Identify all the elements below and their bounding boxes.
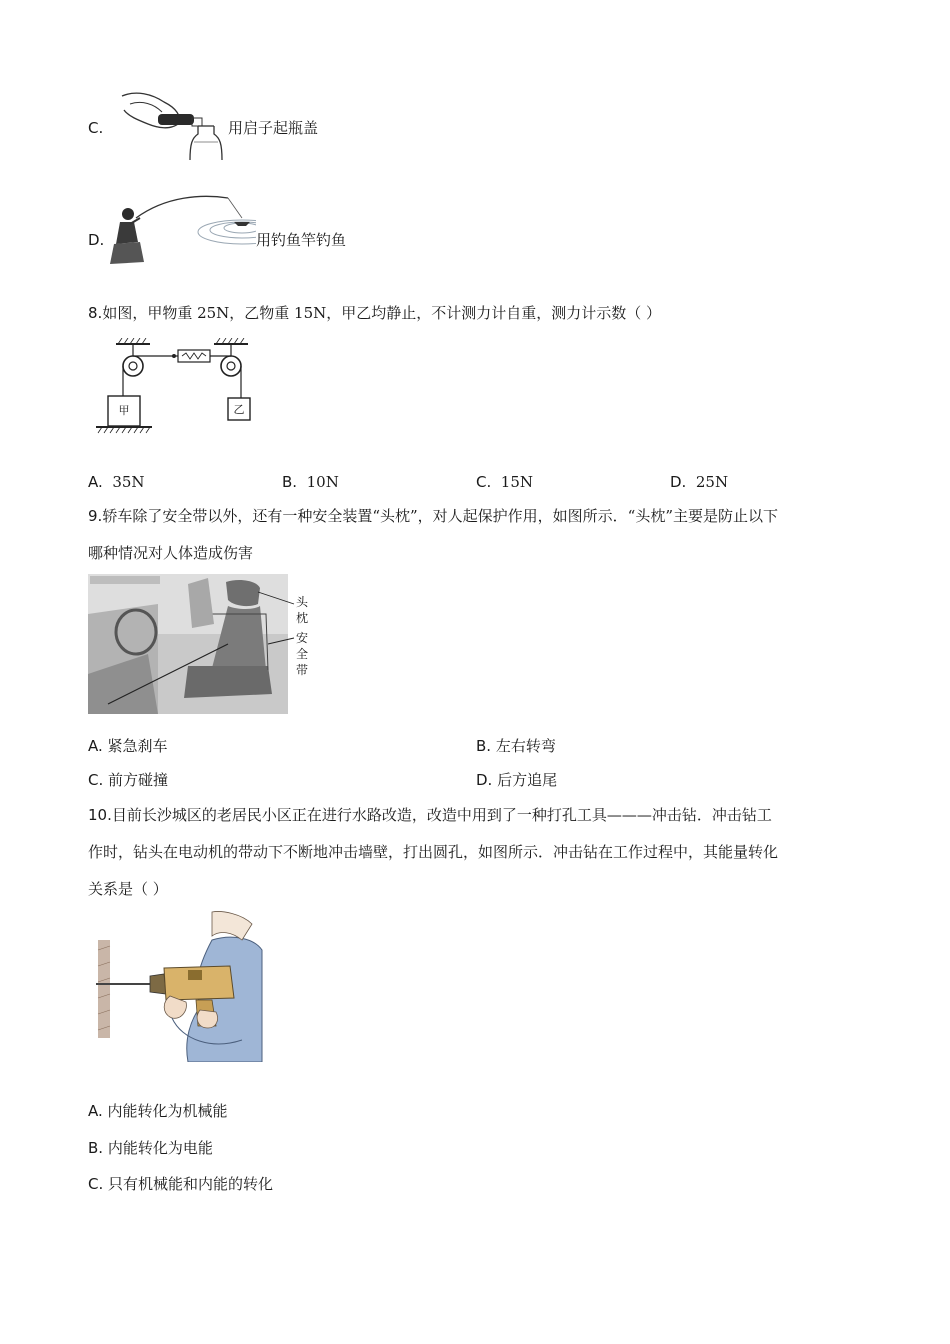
question-number: 8. [88, 304, 103, 322]
question-10-stem-cont: 作时，钻头在电动机的带动下不断地冲击墙壁，打出圆孔，如图所示．冲击钻在工作过程中，其能量转化 [88, 843, 779, 861]
option-c: C. 15N [476, 473, 534, 491]
block-a-label: 甲 [118, 404, 130, 417]
question-10-stem-cont: 关系是（ ） [88, 880, 168, 898]
option-letter: D. [88, 231, 105, 249]
option-a: A. 紧急刹车 [88, 737, 168, 755]
option-text: 用启子起瓶盖 [228, 119, 319, 137]
option-a: A. 35N [88, 473, 145, 491]
option-b: B. 左右转弯 [476, 737, 556, 755]
option-b: B. 10N [282, 473, 339, 491]
headrest-label: 头枕 [296, 595, 309, 625]
pulley-spring-scale-diagram [94, 338, 254, 438]
bottle-opener-icon [118, 86, 228, 162]
option-d: D. 25N [670, 473, 729, 491]
question-number: 10. [88, 806, 112, 824]
question-9-stem [88, 506, 778, 526]
impact-drill-illustration [92, 910, 264, 1062]
option-c: C. 前方碰撞 [88, 771, 169, 789]
question-10-stem [88, 805, 772, 825]
block-b-label: 乙 [233, 403, 245, 416]
car-seat-photo [88, 574, 309, 714]
option-text: 用钓鱼竿钓鱼 [256, 231, 347, 249]
option-a: A. 内能转化为机械能 [88, 1102, 228, 1120]
option-b: B. 内能转化为电能 [88, 1139, 213, 1157]
question-number: 9. [88, 507, 103, 525]
seatbelt-label: 安全带 [296, 631, 309, 677]
option-c: C. 只有机械能和内能的转化 [88, 1175, 274, 1193]
option-d: D. 后方追尾 [476, 771, 558, 789]
question-9-stem-cont: 哪种情况对人体造成伤害 [88, 544, 254, 562]
question-text: 目前长沙城区的老居民小区正在进行水路改造，改造中用到了一种打孔工具———冲击钻．冲击钻工 [111, 806, 772, 824]
fishing-rod-icon [106, 192, 256, 268]
question-8-stem [88, 303, 661, 323]
question-text: 轿车除了安全带以外，还有一种安全装置“头枕”，对人起保护作用，如图所示．“头枕”主要是防止以下 [102, 507, 778, 525]
option-letter: C. [88, 119, 104, 137]
question-text: 如图，甲物重 25N，乙物重 15N，甲乙均静止，不计测力计自重，测力计示数（ ） [102, 304, 662, 322]
